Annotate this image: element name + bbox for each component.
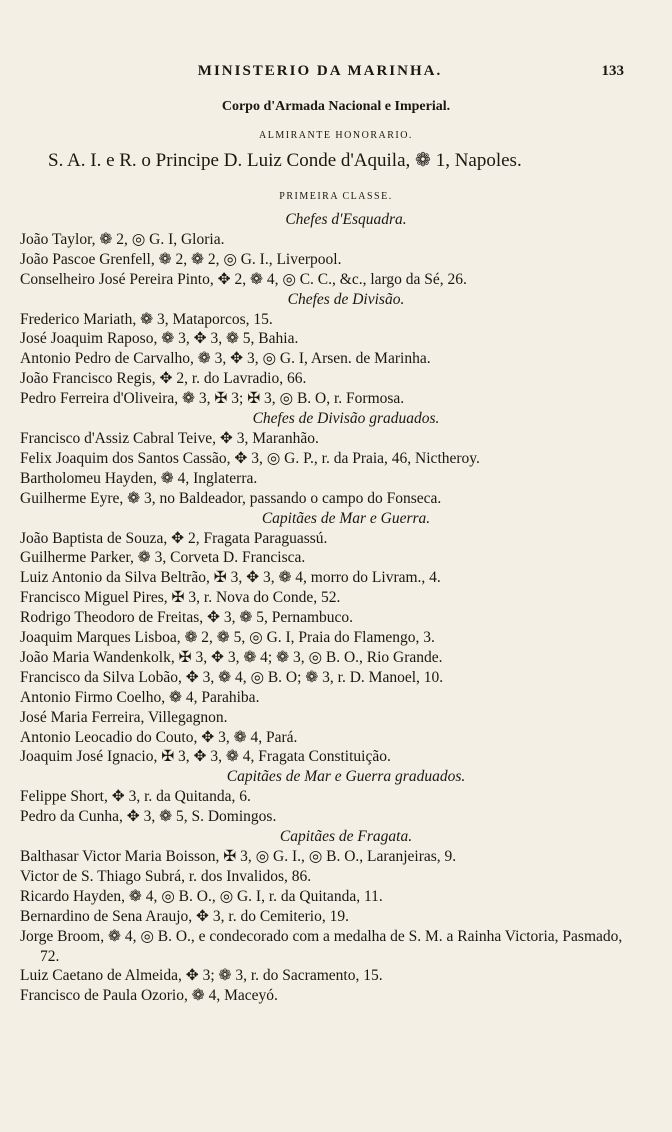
rank-heading: Capitães de Fragata. [279,828,413,846]
roster-entry: Bernardino de Sena Araujo, ✥ 3, r. do Cemiterio, 19. [20,907,349,925]
roster-entry: Felix Joaquim dos Santos Cassão, ✥ 3, ◎ G. P., r. da Praia, 46, Nictheroy. [20,449,480,467]
roster-list [20,210,632,1006]
roster-entry: José Joaquim Raposo, ❁ 3, ✥ 3, ❁ 5, Bahia. [20,330,299,348]
roster-entry: Pedro da Cunha, ✥ 3, ❁ 5, S. Domingos. [20,808,277,826]
roster-entry: Bartholomeu Hayden, ❁ 4, Inglaterra. [20,469,258,487]
roster-entry: Ricardo Hayden, ❁ 4, ◎ B. O., ◎ G. I, r. da Quitanda, 11. [20,887,383,905]
roster-entry: João Francisco Regis, ✥ 2, r. do Lavradio, 66. [20,370,307,388]
roster-entry: Rodrigo Theodoro de Freitas, ✥ 3, ❁ 5, Pernambuco. [20,609,354,627]
roster-entry: João Maria Wandenkolk, ✠ 3, ✥ 3, ❁ 4; ❁ 3, ◎ B. O., Rio Grande. [20,648,443,666]
section-title: Corpo d'Armada Nacional e Imperial. [221,99,451,114]
roster-entry: Luiz Caetano de Almeida, ✥ 3; ❁ 3, r. do Sacramento, 15. [20,967,383,985]
roster-entry: Joaquim Marques Lisboa, ❁ 2, ❁ 5, ◎ G. I, Praia do Flamengo, 3. [20,629,435,647]
first-class-heading: PRIMEIRA CLASSE. [279,191,393,202]
roster-entry: Francisco Miguel Pires, ✠ 3, r. Nova do Conde, 52. [20,589,341,607]
admiral-heading: ALMIRANTE HONORARIO. [259,130,413,141]
roster-entry: Joaquim José Ignacio, ✠ 3, ✥ 3, ❁ 4, Fragata Constituição. [20,748,391,766]
roster-entry: Guilherme Eyre, ❁ 3, no Baldeador, passando o campo do Fonseca. [20,489,442,507]
rank-heading: Chefes de Divisão graduados. [252,410,440,428]
roster-entry: Francisco d'Assiz Cabral Teive, ✥ 3, Maranhão. [20,429,319,447]
roster-entry: Felippe Short, ✥ 3, r. da Quitanda, 6. [20,788,251,806]
roster-entry: Antonio Leocadio do Couto, ✥ 3, ❁ 4, Pará. [20,728,298,746]
roster-entry: Jorge Broom, ❁ 4, ◎ B. O., e condecorado com a medalha de S. M. a Rainha Victoria, Pasmado, 72. [20,927,623,965]
roster-entry: Luiz Antonio da Silva Beltrão, ✠ 3, ✥ 3, ❁ 4, morro do Livram., 4. [20,569,441,587]
roster-entry: Victor de S. Thiago Subrá, r. dos Invalidos, 86. [20,867,312,885]
rank-heading: Capitães de Mar e Guerra. [261,509,431,527]
roster-entry: João Baptista de Souza, ✥ 2, Fragata Paraguassú. [20,529,328,547]
roster-entry: Conselheiro José Pereira Pinto, ✥ 2, ❁ 4, ◎ C. C., &c., largo da Sé, 26. [20,270,467,288]
page-header-title: MINISTERIO DA MARINHA. [197,63,443,79]
roster-entry: Pedro Ferreira d'Oliveira, ❁ 3, ✠ 3; ✠ 3, ◎ B. O, r. Formosa. [20,390,405,408]
roster-entry: Antonio Pedro de Carvalho, ❁ 3, ✥ 3, ◎ G. I, Arsen. de Marinha. [20,350,431,368]
roster-entry: Francisco de Paula Ozorio, ❁ 4, Maceyó. [20,987,278,1005]
rank-heading: Chefes d'Esquadra. [285,211,407,228]
roster-entry: João Pascoe Grenfell, ❁ 2, ❁ 2, ◎ G. I., Liverpool. [20,250,342,268]
roster-entry: João Taylor, ❁ 2, ◎ G. I, Gloria. [20,230,225,248]
rank-heading: Chefes de Divisão. [287,290,405,308]
roster-entry: José Maria Ferreira, Villegagnon. [20,708,228,726]
running-head [0,63,672,89]
roster-entry: Antonio Firmo Coelho, ❁ 4, Parahiba. [20,688,260,706]
roster-entry: Francisco da Silva Lobão, ✥ 3, ❁ 4, ◎ B. O; ❁ 3, r. D. Manoel, 10. [20,668,444,686]
admiral-entry: S. A. I. e R. o Principe D. Luiz Conde d'Aquila, ❁ 1, Napoles. [48,150,522,171]
rank-heading: Capitães de Mar e Guerra graduados. [226,768,466,786]
roster-entry: Balthasar Victor Maria Boisson, ✠ 3, ◎ G. I., ◎ B. O., Laranjeiras, 9. [20,848,457,865]
page-number: 133 [601,63,624,79]
roster-entry: Guilherme Parker, ❁ 3, Corveta D. Francisca. [20,549,306,567]
roster-entry: Frederico Mariath, ❁ 3, Mataporcos, 15. [20,310,273,328]
